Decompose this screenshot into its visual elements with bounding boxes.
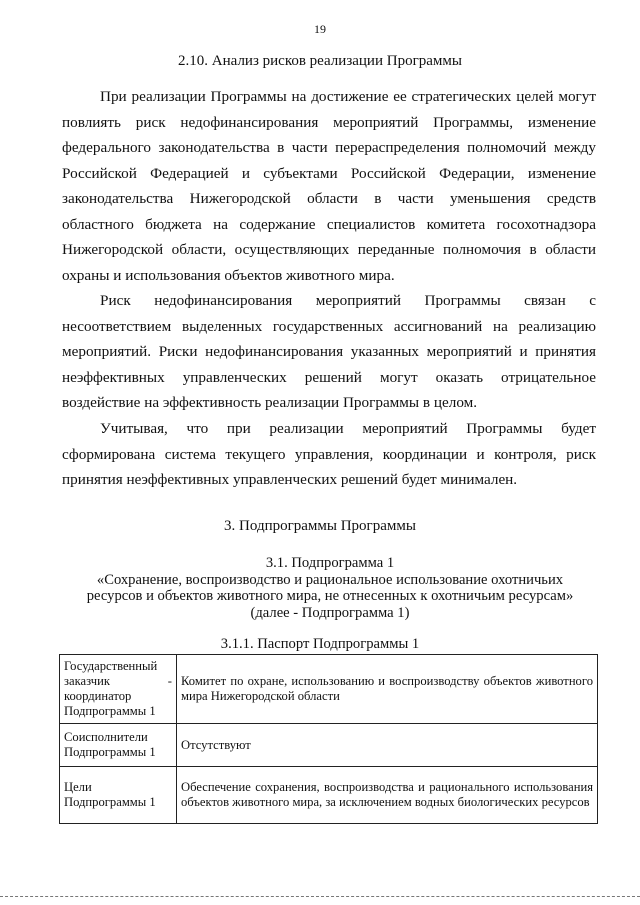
table-row bbox=[60, 655, 598, 724]
scan-edge-divider bbox=[0, 896, 640, 897]
chapter-title: 3. Подпрограммы Программы bbox=[224, 518, 416, 534]
page-number: 19 bbox=[314, 22, 326, 36]
passport-value-coexecutors: Отсутствуют bbox=[177, 724, 598, 767]
subprogram-name-line1: «Сохранение, воспроизводство и рациональное использование охотничьих bbox=[96, 571, 564, 588]
passport-label-customer: Государственный заказчик - координатор Подпрограммы 1 bbox=[60, 655, 177, 724]
subprogram-name-line2: ресурсов и объектов животного мира, не отнесенных к охотничьим ресурсам» bbox=[86, 588, 574, 604]
passport-value-customer: Комитет по охране, использованию и воспроизводству объектов животного мира Нижегородской области bbox=[177, 655, 598, 724]
passport-label-coexecutors: Соисполнители Подпрограммы 1 bbox=[60, 724, 177, 767]
paragraph-management-system: Учитывая, что при реализации мероприятий Программы будет сформирована система текущего управления, координации и контроля, риск принятия неэффективных управленческих решений будет минимален. bbox=[62, 420, 596, 488]
section-title: 2.10. Анализ рисков реализации Программы bbox=[178, 53, 462, 69]
passport-title: 3.1.1. Паспорт Подпрограммы 1 bbox=[220, 636, 420, 652]
passport-value-goals: Обеспечение сохранения, воспроизводства и рационального использования объектов животного мира, за исключением водных биологических ресурсов bbox=[177, 767, 598, 824]
table-row bbox=[60, 724, 598, 767]
subprogram-name-line3: (далее - Подпрограмма 1) bbox=[250, 604, 410, 621]
passport-table bbox=[59, 654, 598, 824]
passport-label-goals: Цели Подпрограммы 1 bbox=[60, 767, 177, 824]
subprogram-number: 3.1. Подпрограмма 1 bbox=[265, 555, 395, 571]
paragraph-risk-factors: При реализации Программы на достижение ее стратегических целей могут повлиять риск недофинансирования мероприятий Программы, изменение федерального законодательства в части перераспределения полномочий между Российской Федерацией и субъектами Российской Федерации, изменение законодательства Нижегородской области в части уменьшения средств областного бюджета на содержание специалистов комитета госохотнадзора Нижегородской области, осуществляющих переданные полномочия в области охраны и использования объектов животного мира. bbox=[62, 88, 596, 284]
subprogram-heading bbox=[60, 555, 600, 621]
table-row bbox=[60, 767, 598, 824]
paragraph-underfunding-risk: Риск недофинансирования мероприятий Программы связан с несоответствием выделенных государственных ассигнований на реализацию мероприятий. Риски недофинансирования указанных мероприятий и принятия неэффективных управленческих решений могут оказать отрицательное воздействие на эффективность реализации Программы в целом. bbox=[62, 292, 596, 411]
